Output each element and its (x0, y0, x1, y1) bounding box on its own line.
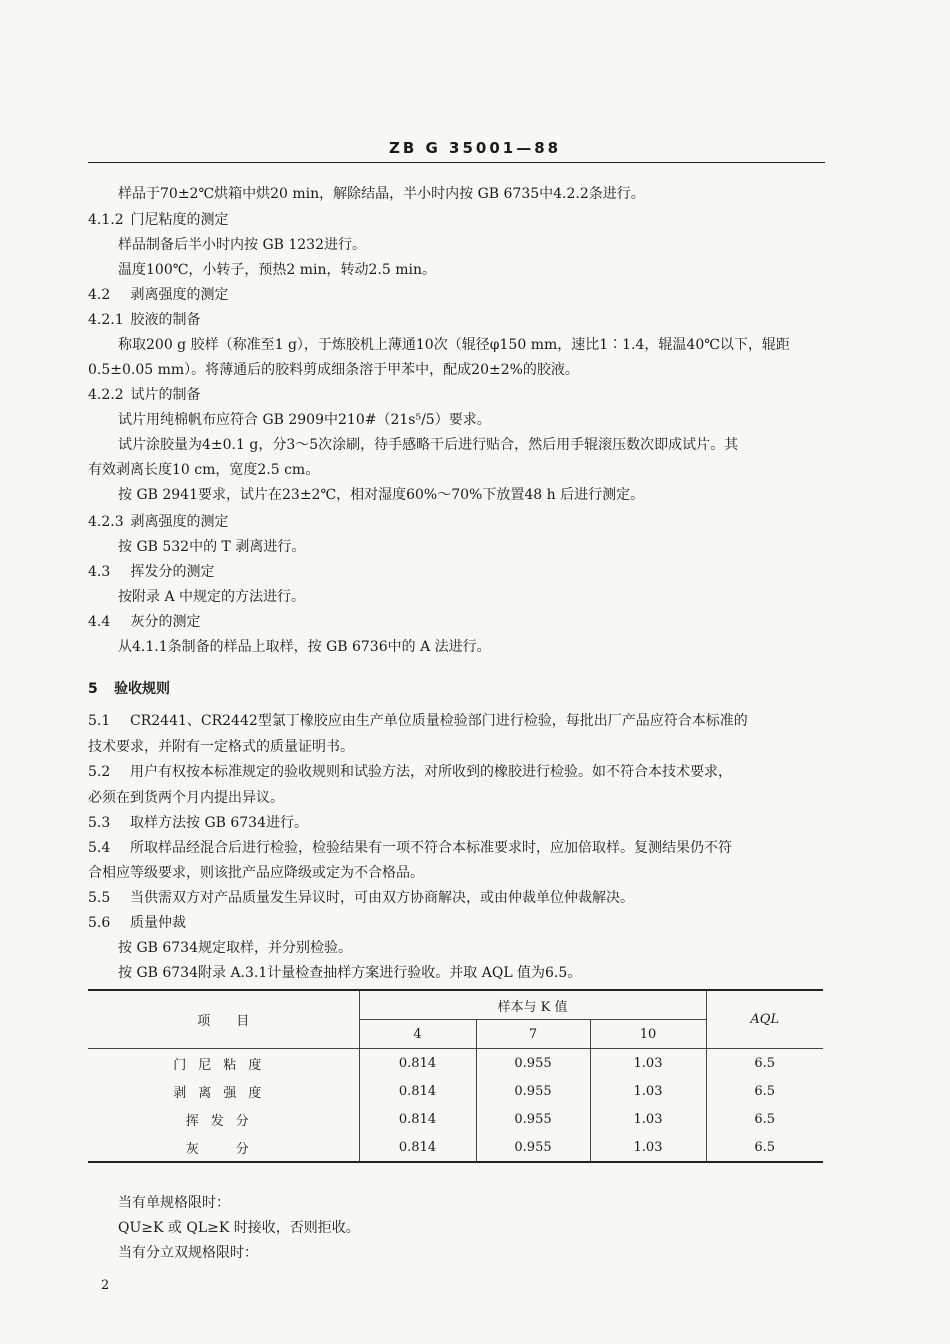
clause: 5.6 质量仲裁 (88, 915, 186, 931)
cell-value: 0.955 (476, 1105, 590, 1133)
section-heading: 4.2 剥离强度的测定 (88, 287, 229, 303)
cell-aql: 6.5 (754, 1055, 776, 1071)
row-label: 门尼粘度 (88, 1049, 359, 1078)
cell-aql: 6.5 (706, 1133, 823, 1162)
clause: 5.4 所取样品经混合后进行检验，检验结果有一项不符合本标准要求时，应加倍取样。复测结果仍不符 (88, 840, 732, 856)
chapter-heading: 5 验收规则 (88, 681, 170, 697)
sampling-table (88, 989, 823, 1163)
clause: 5.1 CR2441、CR2442型氯丁橡胶应由生产单位质量检验部门进行检验，每批出厂产品应符合本标准的 (88, 713, 748, 729)
text-line: 按 GB 6734附录 A.3.1计量检查抽样方案进行验收。并取 AQL 值为6.5。 (118, 965, 582, 981)
cell-value: 0.814 (359, 1105, 476, 1133)
text-line: 当有分立双规格限时： (118, 1245, 258, 1261)
text-line: 试片用纯棉帆布应符合 GB 2909中210#（21s⁵/5）要求。 (118, 412, 491, 428)
section-heading: 4.2.3 剥离强度的测定 (88, 514, 229, 530)
cell-value: 0.814 (359, 1077, 476, 1105)
page-number: 2 (101, 1278, 110, 1293)
k-group-header: 样本与 K 值 (359, 990, 706, 1020)
cell-value: 1.03 (590, 1105, 706, 1133)
table-row (88, 1105, 823, 1133)
formula-line: QU≥K 或 QL≥K 时接收，否则拒收。 (118, 1220, 360, 1236)
text-line: 按 GB 532中的 T 剥离进行。 (118, 539, 306, 555)
table-row (88, 1049, 823, 1078)
aql-header: AQL (706, 990, 823, 1049)
section-heading: 4.2.2 试片的制备 (88, 387, 201, 403)
clause: 5.3 取样方法按 GB 6734进行。 (88, 815, 309, 831)
cell-aql: 6.5 (754, 1111, 776, 1127)
text-line: 试片涂胶量为4±0.1 g，分3～5次涂刷，待手感略干后进行贴合，然后用手辊滚压数次即成试片。其 (118, 437, 739, 453)
table-row (88, 1077, 823, 1105)
section-heading: 4.3 挥发分的测定 (88, 564, 215, 580)
text-line: 温度100℃，小转子，预热2 min，转动2.5 min。 (118, 262, 436, 278)
cell-value: 1.03 (590, 1133, 706, 1162)
cell-value: 1.03 (590, 1049, 706, 1078)
cell-value: 0.955 (476, 1049, 590, 1078)
clause: 5.2 用户有权按本标准规定的验收规则和试验方法，对所收到的橡胶进行检验。如不符合本技术要求， (88, 764, 732, 780)
section-heading: 4.2.1 胶液的制备 (88, 312, 201, 328)
cell-value: 0.955 (476, 1133, 590, 1162)
text-line: 按 GB 2941要求，试片在23±2℃，相对湿度60%～70%下放置48 h 后进行测定。 (118, 487, 645, 503)
header-rule (88, 162, 825, 163)
section-heading: 4.1.2 门尼粘度的测定 (88, 212, 229, 228)
text-line: 0.5±0.05 mm）。将薄通后的胶料剪成细条溶于甲苯中，配成20±2%的胶液。 (88, 362, 579, 378)
row-label: 挥发分 (88, 1105, 359, 1133)
cell-aql: 6.5 (754, 1083, 776, 1099)
cell-value: 1.03 (590, 1077, 706, 1105)
item-header: 项 目 (88, 990, 359, 1049)
text-line: 样品制备后半小时内按 GB 1232进行。 (118, 237, 367, 253)
row-label: 灰 分 (88, 1133, 359, 1162)
row-label: 剥离强度 (88, 1077, 359, 1105)
text-line: 当有单规格限时： (118, 1195, 230, 1211)
cell-value: 0.814 (359, 1133, 476, 1162)
section-heading: 4.4 灰分的测定 (88, 614, 201, 630)
cell-value: 0.814 (359, 1049, 476, 1078)
n-header: 10 (590, 1020, 706, 1049)
text-line: 技术要求，并附有一定格式的质量证明书。 (88, 739, 354, 755)
clause: 5.5 当供需双方对产品质量发生异议时，可由双方协商解决，或由仲裁单位仲裁解决。 (88, 890, 634, 906)
text-line: 有效剥离长度10 cm，宽度2.5 cm。 (88, 462, 320, 478)
text-line: 按 GB 6734规定取样，并分别检验。 (118, 940, 353, 956)
text-line: 样品于70±2℃烘箱中烘20 min，解除结晶，半小时内按 GB 6735中4.2.2条进行。 (118, 186, 645, 202)
text-line: 合相应等级要求，则该批产品应降级或定为不合格品。 (88, 865, 424, 881)
text-line: 必须在到货两个月内提出异议。 (88, 790, 284, 806)
n-header: 4 (359, 1020, 476, 1049)
text-line: 称取200 g 胶样（称准至1 g），于炼胶机上薄通10次（辊径φ150 mm，速比1∶1.4，辊温40℃以下，辊距 (118, 337, 790, 353)
standard-code-header: ZB G 35001—88 (388, 139, 562, 157)
table-row (88, 1133, 823, 1162)
text-line: 按附录 A 中规定的方法进行。 (118, 589, 306, 605)
text-line: 从4.1.1条制备的样品上取样，按 GB 6736中的 A 法进行。 (118, 639, 491, 655)
n-header: 7 (476, 1020, 590, 1049)
cell-value: 0.955 (476, 1077, 590, 1105)
